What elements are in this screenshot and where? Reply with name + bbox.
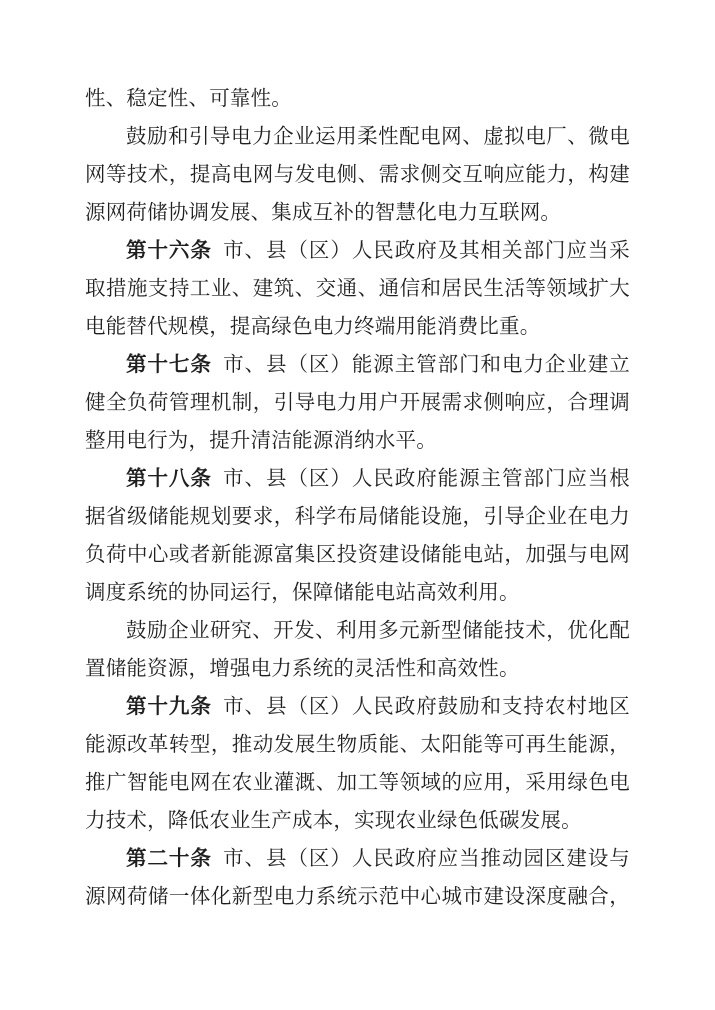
article-number: 第十六条 xyxy=(126,238,212,262)
line-text: 取措施支持工业、建筑、交通、通信和居民生活等领域扩大 xyxy=(85,276,630,300)
article-number: 第二十条 xyxy=(126,846,212,870)
article-line xyxy=(85,459,630,497)
text-line xyxy=(85,307,630,345)
text-line xyxy=(85,79,630,117)
line-text: 健全负荷管理机制，引导电力用户开展需求侧响应，合理调 xyxy=(85,390,630,414)
text-line xyxy=(85,763,630,801)
line-text: 负荷中心或者新能源富集区投资建设储能电站，加强与电网 xyxy=(85,542,630,566)
article-line xyxy=(85,839,630,877)
text-line xyxy=(85,535,630,573)
line-text: 鼓励和引导电力企业运用柔性配电网、虚拟电厂、微电 xyxy=(126,124,630,148)
article-number: 第十九条 xyxy=(126,694,212,718)
line-text: 据省级储能规划要求，科学布局储能设施，引导企业在电力 xyxy=(85,504,630,528)
line-text: 能源改革转型，推动发展生物质能、太阳能等可再生能源， xyxy=(85,732,630,756)
line-text: 网等技术，提高电网与发电侧、需求侧交互响应能力，构建 xyxy=(85,162,630,186)
text-line xyxy=(85,877,630,915)
line-text: 鼓励企业研究、开发、利用多元新型储能技术，优化配 xyxy=(126,618,630,642)
text-line xyxy=(85,117,630,155)
line-text: 市、县（区）人民政府及其相关部门应当采 xyxy=(223,238,630,262)
line-text: 推广智能电网在农业灌溉、加工等领域的应用，采用绿色电 xyxy=(85,770,630,794)
text-line xyxy=(85,155,630,193)
article-line xyxy=(85,687,630,725)
article-number: 第十八条 xyxy=(126,466,212,490)
line-text: 调度系统的协同运行，保障储能电站高效利用。 xyxy=(85,580,520,604)
text-line xyxy=(85,573,630,611)
line-text: 置储能资源，增强电力系统的灵活性和高效性。 xyxy=(85,656,520,680)
text-line xyxy=(85,801,630,839)
line-text: 市、县（区）能源主管部门和电力企业建立 xyxy=(223,352,630,376)
text-line xyxy=(85,421,630,459)
document-body xyxy=(85,79,630,915)
article-number: 第十七条 xyxy=(126,352,212,376)
line-text: 源网荷储协调发展、集成互补的智慧化电力互联网。 xyxy=(85,200,562,224)
article-line xyxy=(85,345,630,383)
line-text: 整用电行为，提升清洁能源消纳水平。 xyxy=(85,428,437,452)
text-line xyxy=(85,193,630,231)
line-text: 电能替代规模，提高绿色电力终端用能消费比重。 xyxy=(85,314,541,338)
line-text: 性、稳定性、可靠性。 xyxy=(85,86,292,110)
line-text: 市、县（区）人民政府能源主管部门应当根 xyxy=(223,466,630,490)
line-text: 源网荷储一体化新型电力系统示范中心城市建设深度融合， xyxy=(85,884,630,908)
line-text: 市、县（区）人民政府应当推动园区建设与 xyxy=(223,846,630,870)
text-line xyxy=(85,725,630,763)
text-line xyxy=(85,383,630,421)
article-line xyxy=(85,231,630,269)
line-text: 力技术，降低农业生产成本，实现农业绿色低碳发展。 xyxy=(85,808,582,832)
text-line xyxy=(85,269,630,307)
line-text: 市、县（区）人民政府鼓励和支持农村地区 xyxy=(223,694,630,718)
text-line xyxy=(85,649,630,687)
text-line xyxy=(85,611,630,649)
text-line xyxy=(85,497,630,535)
